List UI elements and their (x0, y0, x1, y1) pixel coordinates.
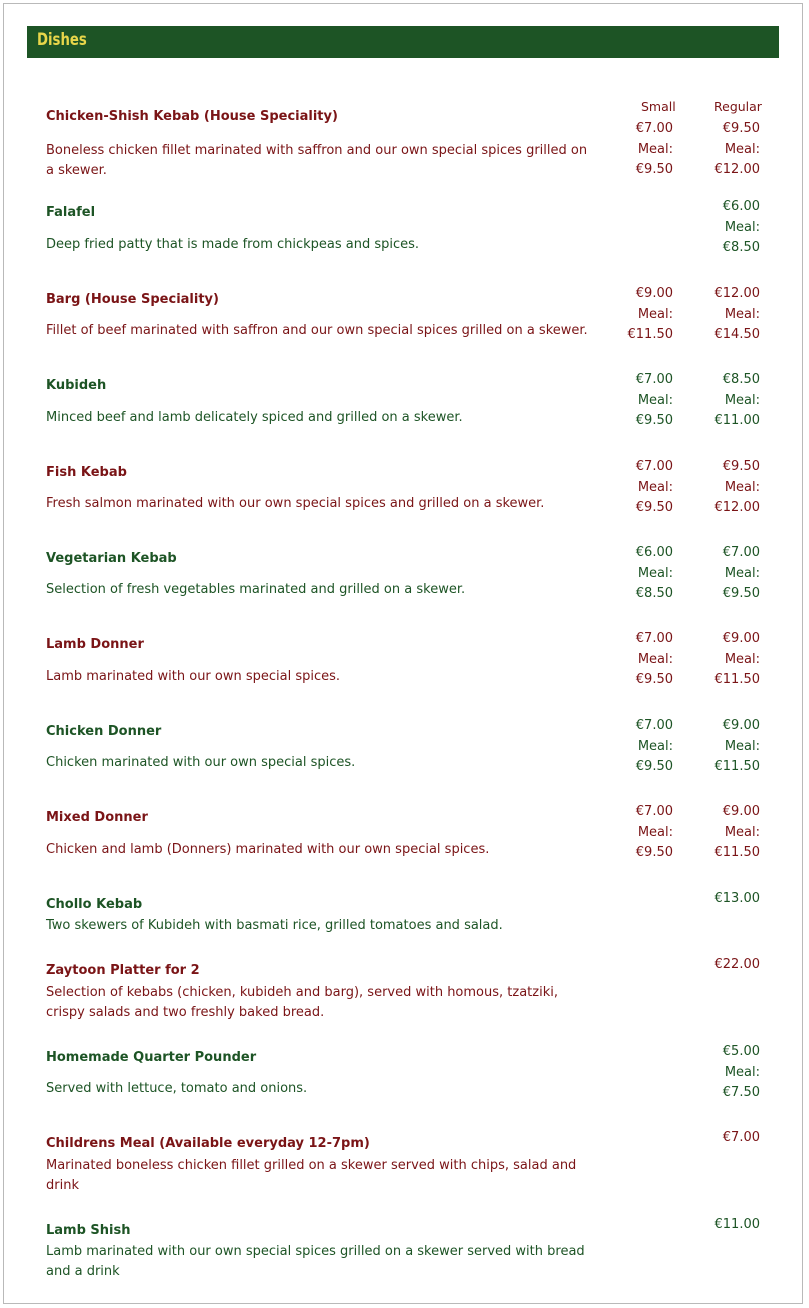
dish-name: Childrens Meal (Available everyday 12-7pm) (46, 1136, 370, 1151)
regular-meal-price: €11.50 (714, 759, 760, 774)
small-price: €7.00 (635, 372, 673, 387)
column-header-regular: Regular (714, 99, 762, 114)
dish-description: Fillet of beef marinated with saffron and our own special spices grilled on a skewer. (46, 323, 588, 338)
regular-price: €22.00 (714, 957, 760, 972)
dish-description: Marinated boneless chicken fillet grilled on a skewer served with chips, salad and drink (46, 1158, 577, 1193)
regular-meal-label: Meal: (724, 1064, 760, 1080)
small-meal-label: Meal: (637, 565, 673, 581)
regular-price: €12.00 (714, 286, 760, 301)
dish-name: Kubideh (46, 378, 107, 393)
small-price: €7.00 (635, 121, 673, 136)
regular-meal-label: Meal: (724, 219, 760, 235)
small-price: €9.00 (635, 286, 673, 301)
regular-price: €7.00 (722, 1130, 760, 1145)
menu-panel (3, 3, 803, 1304)
small-meal-price: €9.50 (635, 759, 673, 774)
small-meal-price: €8.50 (635, 586, 673, 601)
small-meal-price: €9.50 (635, 162, 673, 177)
regular-meal-price: €12.00 (714, 500, 760, 515)
dish-name: Fish Kebab (46, 465, 127, 480)
small-meal-label: Meal: (637, 479, 673, 495)
small-meal-price: €11.50 (627, 327, 673, 342)
regular-meal-price: €12.00 (714, 162, 760, 177)
dish-name: Mixed Donner (46, 810, 148, 825)
section-title: Dishes (37, 30, 87, 50)
regular-meal-label: Meal: (724, 479, 760, 495)
regular-meal-label: Meal: (724, 141, 760, 157)
small-price: €7.00 (635, 804, 673, 819)
regular-price: €9.00 (722, 804, 760, 819)
regular-meal-price: €11.50 (714, 845, 760, 860)
dish-name: Lamb Donner (46, 637, 144, 652)
regular-meal-label: Meal: (724, 651, 760, 667)
regular-meal-price: €11.50 (714, 672, 760, 687)
dish-name: Homemade Quarter Pounder (46, 1050, 257, 1065)
small-price: €6.00 (635, 545, 673, 560)
dish-name: Lamb Shish (46, 1223, 131, 1238)
regular-meal-price: €7.50 (722, 1085, 760, 1100)
section-header (27, 26, 779, 58)
small-price: €7.00 (635, 718, 673, 733)
regular-price: €13.00 (714, 891, 760, 906)
regular-meal-price: €8.50 (722, 240, 760, 255)
dish-description: Lamb marinated with our own special spices grilled on a skewer served with bread and a drink (46, 1244, 585, 1279)
regular-price: €9.50 (722, 459, 760, 474)
dish-name: Chicken Donner (46, 724, 162, 739)
regular-meal-price: €9.50 (722, 586, 760, 601)
regular-price: €5.00 (722, 1044, 760, 1059)
regular-meal-label: Meal: (724, 565, 760, 581)
dish-description: Boneless chicken fillet marinated with saffron and our own special spices grilled on a skewer. (46, 143, 588, 178)
dish-description: Selection of fresh vegetables marinated and grilled on a skewer. (46, 582, 466, 597)
regular-meal-price: €14.50 (714, 327, 760, 342)
dish-description: Chicken and lamb (Donners) marinated with our own special spices. (46, 842, 490, 857)
dish-name: Chicken-Shish Kebab (House Speciality) (46, 109, 338, 124)
dish-description: Fresh salmon marinated with our own special spices and grilled on a skewer. (46, 496, 545, 511)
small-meal-price: €9.50 (635, 413, 673, 428)
small-price: €7.00 (635, 631, 673, 646)
dish-description: Two skewers of Kubideh with basmati rice, grilled tomatoes and salad. (46, 918, 503, 933)
regular-meal-label: Meal: (724, 306, 760, 322)
regular-price: €9.00 (722, 631, 760, 646)
small-meal-label: Meal: (637, 738, 673, 754)
dish-description: Selection of kebabs (chicken, kubideh and barg), served with homous, tzatziki, crispy salads and two freshly baked bread. (46, 985, 558, 1020)
regular-price: €11.00 (714, 1217, 760, 1232)
dish-description: Minced beef and lamb delicately spiced and grilled on a skewer. (46, 410, 463, 425)
dish-name: Falafel (46, 205, 96, 220)
small-meal-label: Meal: (637, 141, 673, 157)
regular-price: €8.50 (722, 372, 760, 387)
small-meal-label: Meal: (637, 824, 673, 840)
small-meal-price: €9.50 (635, 500, 673, 515)
regular-meal-label: Meal: (724, 392, 760, 408)
regular-price: €7.00 (722, 545, 760, 560)
dish-description: Served with lettuce, tomato and onions. (46, 1081, 308, 1096)
small-meal-price: €9.50 (635, 672, 673, 687)
dish-name: Zaytoon Platter for 2 (46, 963, 200, 978)
regular-meal-label: Meal: (724, 824, 760, 840)
regular-price: €9.50 (722, 121, 760, 136)
dish-description: Deep fried patty that is made from chickpeas and spices. (46, 237, 420, 252)
small-meal-label: Meal: (637, 306, 673, 322)
dish-name: Chollo Kebab (46, 897, 143, 912)
dish-name: Barg (House Speciality) (46, 292, 219, 307)
small-meal-price: €9.50 (635, 845, 673, 860)
regular-price: €6.00 (722, 199, 760, 214)
regular-meal-price: €11.00 (714, 413, 760, 428)
small-meal-label: Meal: (637, 392, 673, 408)
column-header-small: Small (641, 99, 676, 114)
dish-description: Chicken marinated with our own special spices. (46, 755, 356, 770)
regular-meal-label: Meal: (724, 738, 760, 754)
small-meal-label: Meal: (637, 651, 673, 667)
small-price: €7.00 (635, 459, 673, 474)
dish-description: Lamb marinated with our own special spices. (46, 669, 341, 684)
dish-name: Vegetarian Kebab (46, 551, 177, 566)
regular-price: €9.00 (722, 718, 760, 733)
